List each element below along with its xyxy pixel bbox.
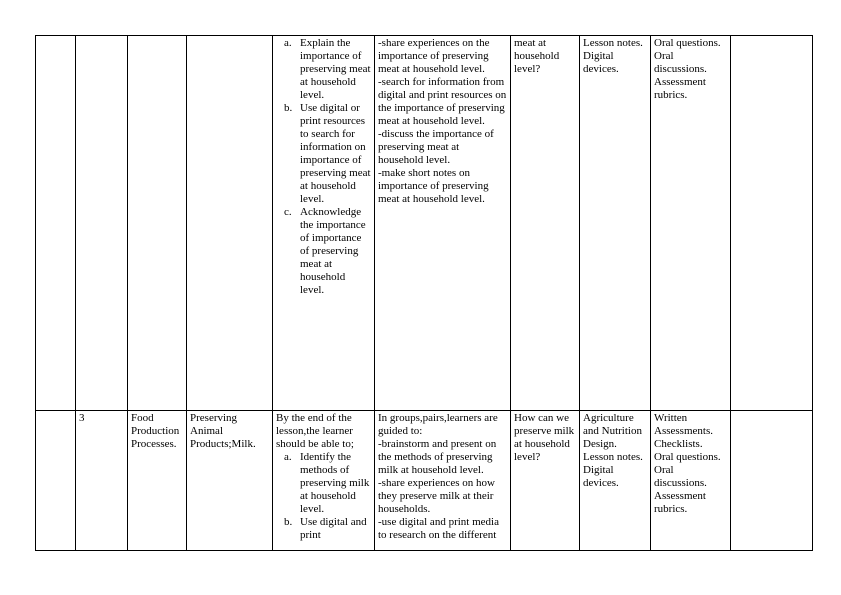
cell-paragraph: In groups,pairs,learners are guided to: [378, 412, 498, 437]
table-row [36, 36, 813, 411]
cell-paragraph: Oral discussions. [654, 464, 707, 489]
list-item-label: c. [284, 206, 292, 218]
list-item-text: Acknowledge the importance of importance of preserving meat at household level. [300, 206, 366, 296]
cell-paragraph: Digital devices. [583, 464, 619, 489]
table-cell [273, 36, 375, 411]
lettered-list-item [284, 451, 371, 516]
cell-paragraph: -brainstorm and present on the methods of preserving milk at household level. [378, 438, 497, 476]
cell-paragraph: By the end of the lesson,the learner should be able to; [276, 412, 354, 450]
lettered-list-item [284, 206, 371, 297]
cell-paragraph: How can we preserve milk at household level? [514, 412, 575, 463]
table-cell [128, 36, 187, 411]
table-row [36, 411, 813, 551]
cell-paragraph: Assessment rubrics. [654, 490, 706, 515]
lettered-list-item [284, 37, 371, 102]
table-cell [187, 411, 273, 551]
list-item-label: a. [284, 451, 292, 463]
table-cell [731, 411, 813, 551]
table-cell [375, 411, 511, 551]
table-cell [187, 36, 273, 411]
lettered-list-item [284, 516, 371, 542]
table-body [36, 36, 813, 551]
list-item-label: a. [284, 37, 292, 49]
cell-paragraph: Oral questions. [654, 37, 721, 49]
cell-paragraph: Agriculture and Nutrition Design. [583, 412, 642, 450]
table-cell [580, 411, 651, 551]
cell-paragraph: -make short notes on importance of preserving meat at household level. [378, 167, 489, 205]
table-cell [76, 36, 128, 411]
cell-paragraph: Digital devices. [583, 50, 619, 75]
list-item-text: Identify the methods of preserving milk at household level. [300, 451, 370, 515]
cell-paragraph: Lesson notes. [583, 37, 643, 49]
table-cell [36, 36, 76, 411]
table-cell [273, 411, 375, 551]
table-cell [76, 411, 128, 551]
cell-paragraph: meat at household level? [514, 37, 560, 75]
list-item-text: Use digital or print resources to search for information on importance of preserving meat at household level. [300, 102, 371, 205]
cell-paragraph: Preserving Animal Products;Milk. [190, 412, 256, 450]
table-cell [375, 36, 511, 411]
list-item-label: b. [284, 516, 293, 528]
cell-paragraph: Oral discussions. [654, 50, 707, 75]
cell-paragraph: -use digital and print media to research on the different [378, 516, 499, 541]
cell-paragraph: Checklists. [654, 438, 703, 450]
cell-paragraph: Oral questions. [654, 451, 721, 463]
cell-paragraph: 3 [79, 412, 85, 424]
table-cell [128, 411, 187, 551]
table-cell [580, 36, 651, 411]
table-cell [651, 411, 731, 551]
list-item-text: Explain the importance of preserving meat at household level. [300, 37, 371, 101]
list-item-text: Use digital and print [300, 516, 367, 541]
table-cell [511, 36, 580, 411]
document-table [35, 35, 813, 551]
cell-paragraph: Assessment rubrics. [654, 76, 706, 101]
cell-paragraph: -share experiences on how they preserve milk at their households. [378, 477, 495, 515]
table-cell [651, 36, 731, 411]
table-cell [36, 411, 76, 551]
cell-paragraph: -search for information from digital and print resources on the importance of preserving meat at household level. [378, 76, 507, 127]
table-cell [731, 36, 813, 411]
cell-paragraph: -share experiences on the importance of preserving meat at household level. [378, 37, 490, 75]
table-cell [511, 411, 580, 551]
list-item-label: b. [284, 102, 293, 114]
lettered-list-item [284, 102, 371, 206]
cell-paragraph: Written Assessments. [654, 412, 713, 437]
cell-paragraph: Lesson notes. [583, 451, 643, 463]
cell-paragraph: Food Production Processes. [131, 412, 180, 450]
cell-paragraph: -discuss the importance of preserving meat at household level. [378, 128, 494, 166]
